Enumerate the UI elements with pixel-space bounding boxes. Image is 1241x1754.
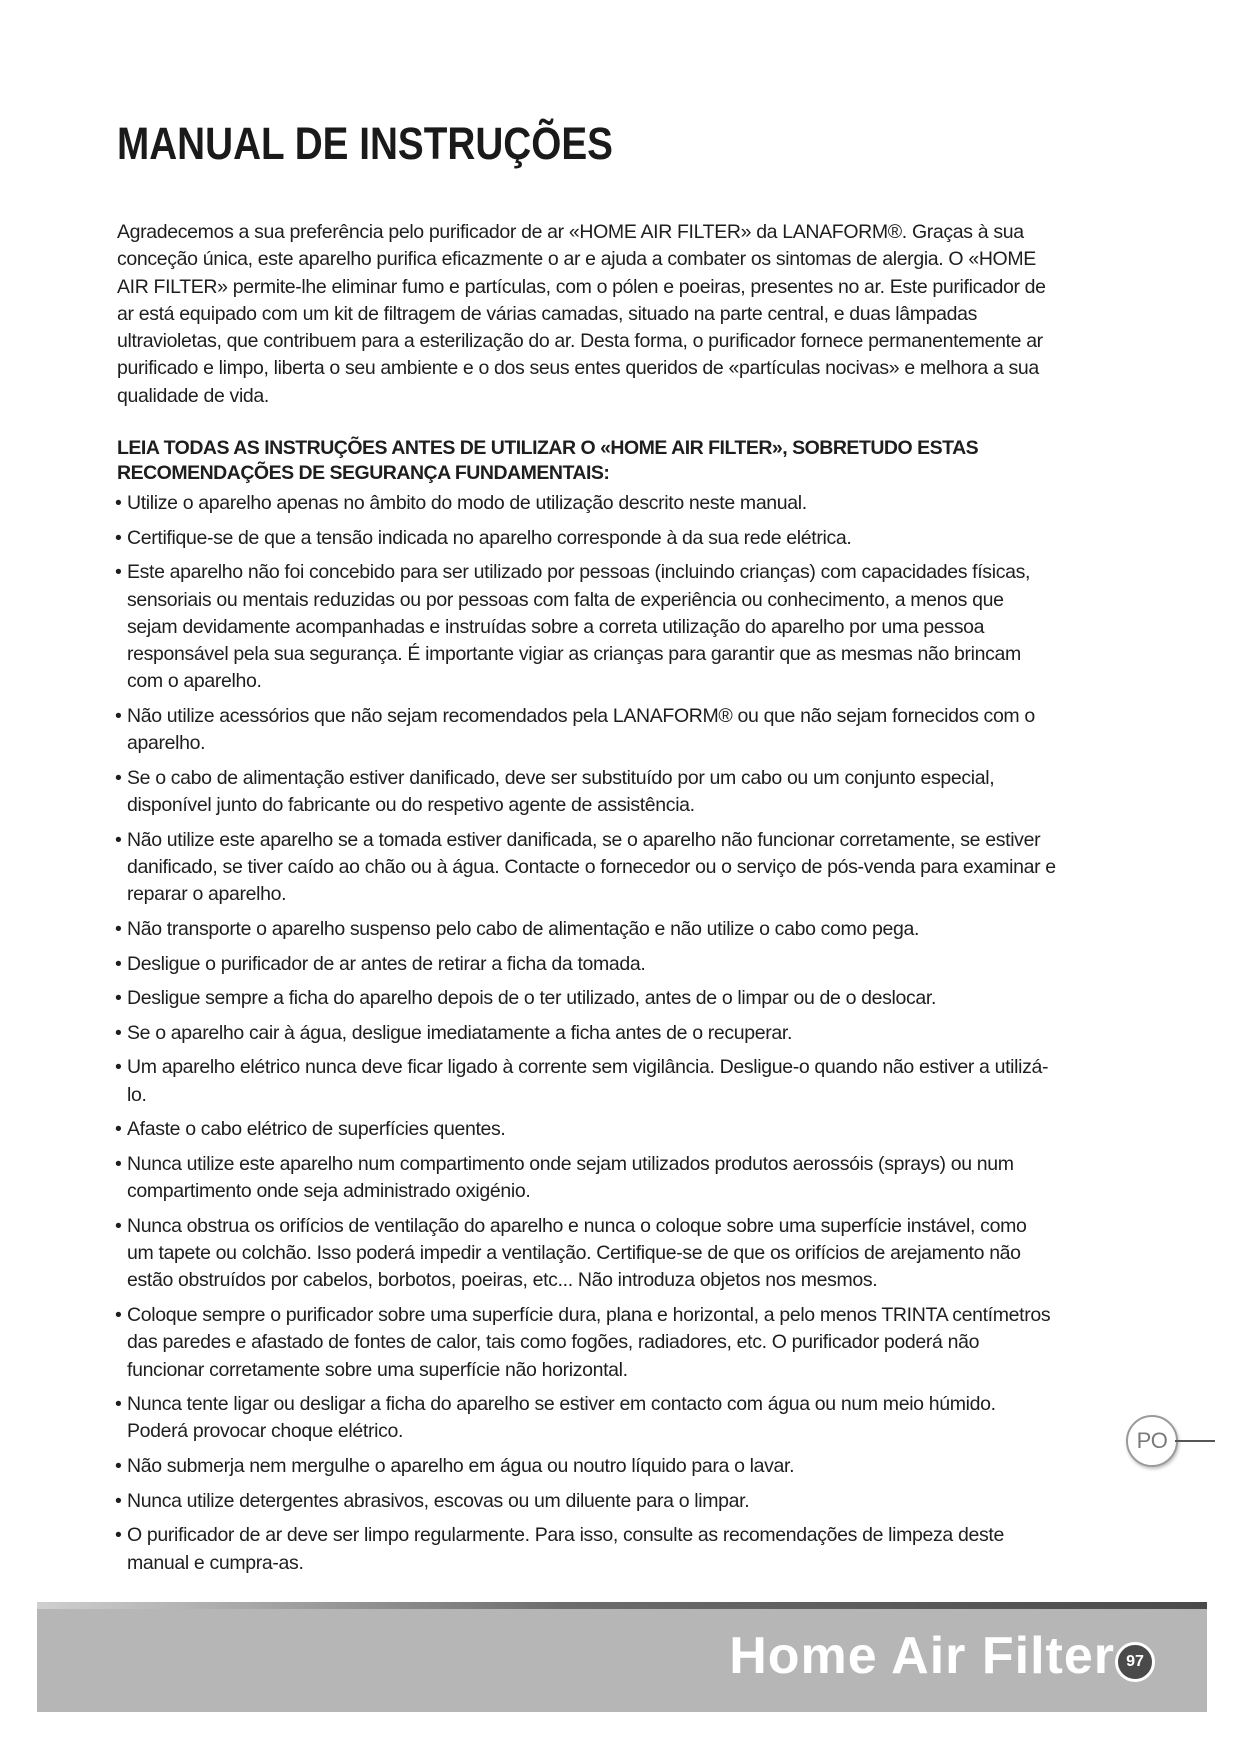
intro-paragraph: Agradecemos a sua preferência pelo purificador de ar «HOME AIR FILTER» da LANAFORM®. Graças à sua conceção única, este aparelho purifica eficazmente o ar e ajuda a combater os sintomas de alergia. O «HOME AIR FILTER» permite-lhe eliminar fumo e partículas, com o pólen e poeiras, presentes no ar. Este purificador de ar está equipado com um kit de filtragem de várias camadas, situado na parte central, e duas lâmpadas ultravioletas, que contribuem para a esterilização do ar. Desta forma, o purificador fornece permanentemente ar purificado e limpo, liberta o seu ambiente e o dos seus entes queridos de «partículas nocivas» e melhora a sua qualidade de vida.: [117, 221, 1046, 407]
list-item-text: Não submerja nem mergulhe o aparelho em água ou noutro líquido para o lavar.: [127, 1455, 795, 1478]
language-tab-line: [1175, 1440, 1215, 1442]
list-item: [117, 1116, 1057, 1143]
bullet-icon: •: [115, 952, 122, 975]
list-item-text: Nunca utilize detergentes abrasivos, escovas ou um diluente para o limpar.: [127, 1489, 750, 1512]
list-item: [117, 951, 1057, 978]
bullet-icon: •: [115, 705, 122, 728]
bullet-icon: •: [115, 526, 122, 549]
list-item-text: Um aparelho elétrico nunca deve ficar ligado à corrente sem vigilância. Desligue-o quando não estiver a utilizá-lo.: [127, 1056, 1049, 1106]
list-item-text: Se o cabo de alimentação estiver danificado, deve ser substituído por um cabo ou um conjunto especial, disponível junto do fabricante ou do respetivo agente de assistência.: [127, 766, 995, 817]
list-item-text: Não utilize acessórios que não sejam recomendados pela LANAFORM® ou que não sejam fornecidos com o aparelho.: [127, 705, 1035, 755]
footer-gradient-stripe: [37, 1602, 1207, 1609]
list-item-text: Nunca utilize este aparelho num compartimento onde sejam utilizados produtos aerossóis (sprays) ou num compartimento onde seja administrado oxigénio.: [127, 1152, 1014, 1203]
list-item: [117, 827, 1057, 909]
bullet-icon: •: [115, 828, 122, 851]
bullet-icon: •: [115, 1393, 122, 1416]
bullet-icon: •: [115, 1455, 122, 1478]
language-tab: [1126, 1415, 1178, 1467]
list-item: [117, 1453, 1057, 1480]
footer-product-name: Home Air Filter: [729, 1627, 1115, 1685]
list-item-text: Desligue o purificador de ar antes de retirar a ficha da tomada.: [127, 952, 646, 975]
list-item: [117, 1391, 1057, 1446]
safety-warning-heading: LEIA TODAS AS INSTRUÇÕES ANTES DE UTILIZAR O «HOME AIR FILTER», SOBRETUDO ESTAS RECOMENDAÇÕES DE SEGURANÇA FUNDAMENTAIS:: [117, 437, 979, 485]
bullet-icon: •: [115, 1118, 122, 1141]
list-item: [117, 1054, 1057, 1109]
list-item-text: Afaste o cabo elétrico de superfícies quentes.: [127, 1118, 506, 1141]
document-body: [117, 219, 1057, 1584]
list-item-text: Utilize o aparelho apenas no âmbito do modo de utilização descrito neste manual.: [127, 492, 807, 515]
list-item: [117, 765, 1057, 820]
list-item-text: Este aparelho não foi concebido para ser utilizado por pessoas (incluindo crianças) com capacidades físicas, sensoriais ou mentais reduzidas ou por pessoas com falta de experiência ou conhecimento, a menos que sejam devidamente acompanhadas e instruídas sobre a correta utilização do aparelho por uma pessoa responsável pela sua segurança. É importante vigiar as crianças para garantir que as mesmas não brincam com o aparelho.: [127, 561, 1031, 693]
list-item: [117, 916, 1057, 943]
list-item-text: Certifique-se de que a tensão indicada no aparelho corresponde à da sua rede elétrica.: [127, 526, 852, 549]
bullet-icon: •: [115, 1021, 122, 1044]
list-item-text: Nunca tente ligar ou desligar a ficha do aparelho se estiver em contacto com água ou num meio húmido. Poderá provocar choque elétrico.: [127, 1393, 996, 1443]
list-item: [117, 1488, 1057, 1515]
list-item: [117, 525, 1057, 552]
list-item: [117, 1522, 1057, 1577]
list-item: [117, 985, 1057, 1012]
page-number: 97: [1126, 1653, 1144, 1670]
list-item: [117, 1213, 1057, 1295]
list-item: [117, 703, 1057, 758]
bullet-icon: •: [115, 1056, 122, 1079]
list-item: [117, 559, 1057, 695]
bullet-icon: •: [115, 766, 122, 789]
list-item-text: Se o aparelho cair à água, desligue imediatamente a ficha antes de o recuperar.: [127, 1021, 793, 1044]
bullet-icon: •: [115, 561, 122, 584]
page-number-badge: [1115, 1642, 1155, 1682]
bullet-icon: •: [115, 987, 122, 1010]
list-item-text: O purificador de ar deve ser limpo regularmente. Para isso, consulte as recomendações de limpeza deste manual e cumpra-as.: [127, 1524, 1004, 1574]
list-item-text: Não utilize este aparelho se a tomada estiver danificada, se o aparelho não funcionar corretamente, se estiver danificado, se tiver caído ao chão ou à água. Contacte o fornecedor ou o serviço de pós-venda para examinar e reparar o aparelho.: [127, 828, 1056, 906]
list-item-text: Coloque sempre o purificador sobre uma superfície dura, plana e horizontal, a pelo menos TRINTA centímetros das paredes e afastado de fontes de calor, tais como fogões, radiadores, etc. O purificador poderá não funcionar corretamente sobre uma superfície não horizontal.: [127, 1303, 1051, 1381]
list-item-text: Desligue sempre a ficha do aparelho depois de o ter utilizado, antes de o limpar ou de o deslocar.: [127, 987, 937, 1010]
safety-rules-list: [117, 490, 1057, 1577]
bullet-icon: •: [115, 1152, 122, 1175]
list-item-text: Nunca obstrua os orifícios de ventilação do aparelho e nunca o coloque sobre uma superfície instável, como um tapete ou colchão. Isso poderá impedir a ventilação. Certifique-se de que os orifícios de arejamento não estão obstruídos por cabelos, borbotos, poeiras, etc... Não introduza objetos nos mesmos.: [127, 1214, 1027, 1292]
list-item: [117, 1302, 1057, 1384]
language-code: PO: [1136, 1428, 1168, 1453]
bullet-icon: •: [115, 492, 122, 515]
bullet-icon: •: [115, 1214, 122, 1237]
bullet-icon: •: [115, 918, 122, 941]
bullet-icon: •: [115, 1489, 122, 1512]
bullet-icon: •: [115, 1303, 122, 1326]
page-title: MANUAL DE INSTRUÇÕES: [117, 118, 613, 169]
bullet-icon: •: [115, 1524, 122, 1547]
list-item: [117, 1151, 1057, 1206]
list-item: [117, 490, 1057, 517]
list-item-text: Não transporte o aparelho suspenso pelo cabo de alimentação e não utilize o cabo como pega.: [127, 918, 920, 941]
list-item: [117, 1020, 1057, 1047]
